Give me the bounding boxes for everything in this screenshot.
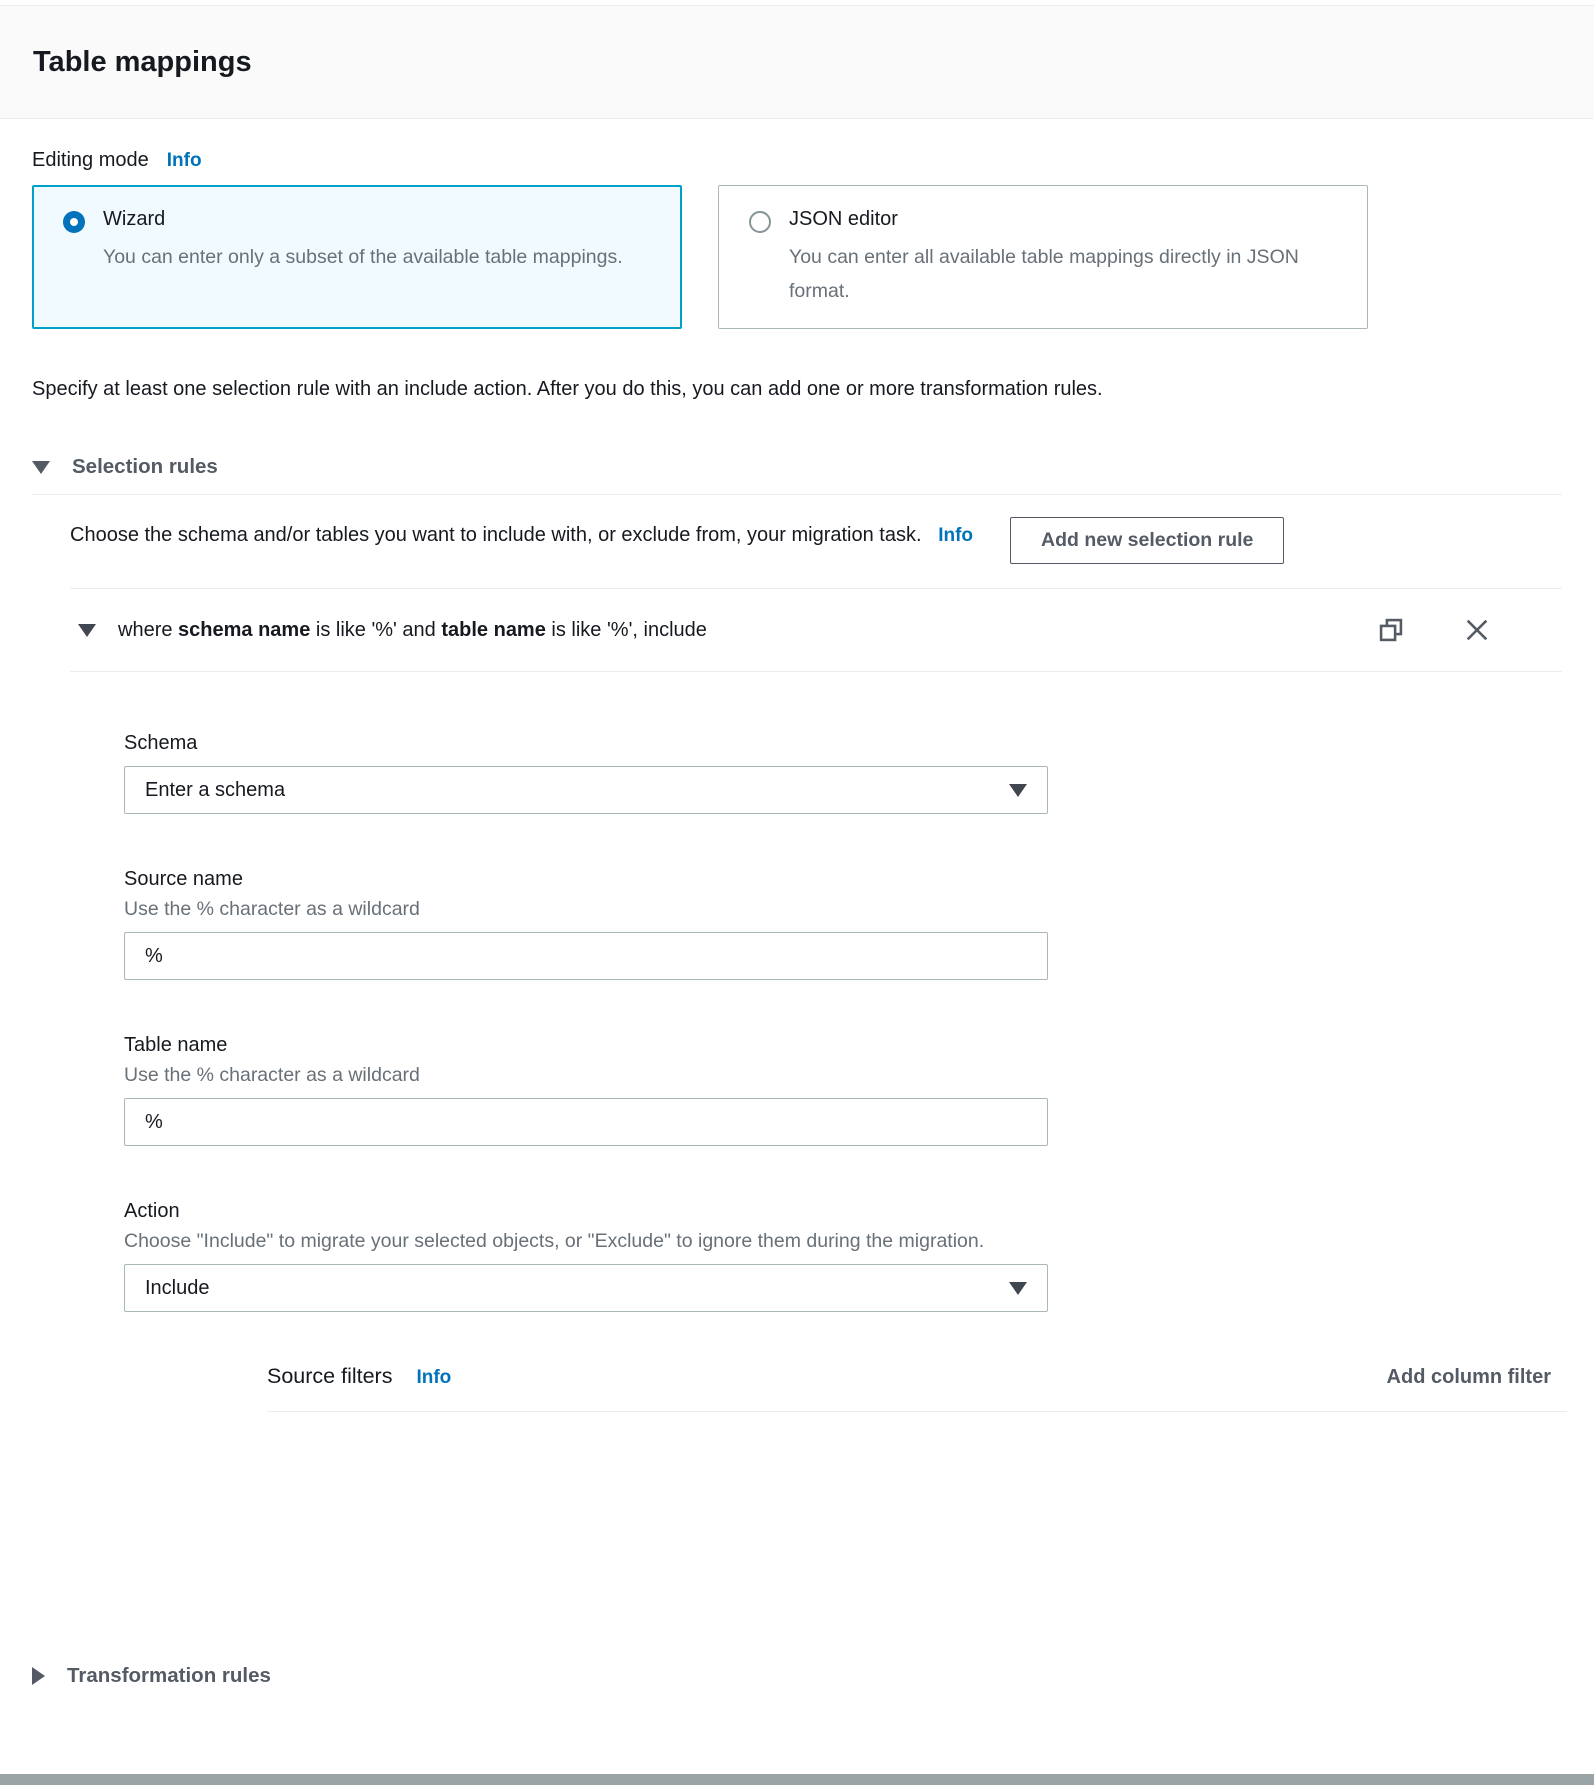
selection-rules-description — [70, 517, 978, 553]
rule-summary-text: is like '%' and — [310, 618, 442, 641]
rule-summary-text: is like '%', include — [545, 618, 707, 641]
caret-down-icon — [32, 461, 50, 474]
rule-summary-schema-name: schema name — [178, 618, 311, 641]
page-title: Table mappings — [33, 45, 252, 78]
rule-actions — [1376, 615, 1562, 645]
radio-selected-icon[interactable] — [63, 211, 85, 233]
table-name-label: Table name — [124, 1034, 228, 1057]
selection-rules-title: Selection rules — [72, 455, 218, 479]
divider — [32, 494, 1562, 495]
table-name-hint: Use the % character as a wildcard — [124, 1064, 420, 1087]
selection-rules-description-row — [70, 517, 1562, 564]
remove-rule-button[interactable] — [1462, 615, 1492, 645]
table-mappings-panel — [0, 149, 1594, 1688]
intro-text: Specify at least one selection rule with an include action. After you do this, you can add one or more transformation rules. — [32, 378, 1103, 401]
action-hint: Choose "Include" to migrate your selected objects, or "Exclude" to ignore them during the migration. — [124, 1230, 985, 1253]
selection-rules-description-text: Choose the schema and/or tables you want to include with, or exclude from, your migration task. — [70, 524, 922, 547]
panel-header — [0, 5, 1594, 119]
json-editor-card-description: You can enter all available table mappings directly in JSON format. — [789, 246, 1299, 303]
action-select[interactable] — [124, 1264, 1048, 1312]
transformation-rules-title: Transformation rules — [67, 1664, 271, 1688]
schema-select-value: Enter a schema — [145, 778, 286, 801]
editing-mode-info-link[interactable]: Info — [166, 150, 202, 171]
action-select-value: Include — [145, 1276, 210, 1299]
caret-right-icon — [32, 1667, 45, 1685]
divider — [70, 671, 1562, 672]
wizard-card-description: You can enter only a subset of the available table mappings. — [103, 246, 623, 268]
add-column-filter-button[interactable]: Add column filter — [1386, 1366, 1551, 1389]
action-field-group — [124, 1200, 1134, 1312]
radio-unselected-icon[interactable] — [749, 211, 771, 233]
transformation-rules-header[interactable] — [32, 1664, 1562, 1688]
source-name-hint: Use the % character as a wildcard — [124, 898, 420, 921]
add-new-selection-rule-button[interactable]: Add new selection rule — [1010, 517, 1284, 564]
json-editor-mode-card[interactable] — [718, 185, 1368, 329]
selection-rule-container — [70, 588, 1562, 1412]
table-name-input[interactable] — [124, 1098, 1048, 1146]
wizard-card-title: Wizard — [103, 208, 166, 230]
selection-rule-summary — [118, 619, 707, 642]
copy-rule-button[interactable] — [1376, 615, 1406, 645]
source-filters-header — [267, 1364, 1567, 1389]
divider — [267, 1411, 1567, 1412]
source-name-field-group — [124, 868, 1134, 980]
action-label: Action — [124, 1200, 180, 1223]
source-filters-title: Source filters — [267, 1364, 393, 1389]
wizard-mode-card[interactable] — [32, 185, 682, 329]
selection-rules-info-link[interactable]: Info — [938, 525, 974, 547]
source-filters-section — [267, 1364, 1567, 1412]
source-name-input[interactable] — [124, 932, 1048, 980]
close-icon — [1463, 616, 1491, 644]
json-editor-card-title: JSON editor — [789, 208, 898, 230]
rule-summary-table-name: table name — [441, 618, 546, 641]
caret-down-icon — [1009, 1282, 1027, 1295]
caret-down-icon[interactable] — [78, 624, 96, 637]
editing-mode-label: Editing mode — [32, 149, 149, 171]
editing-mode-row — [32, 149, 1562, 172]
source-name-label: Source name — [124, 868, 243, 891]
schema-field-group — [124, 732, 1134, 814]
caret-down-icon — [1009, 784, 1027, 797]
schema-select[interactable] — [124, 766, 1048, 814]
source-filters-info-link[interactable]: Info — [416, 1367, 452, 1389]
copy-icon — [1377, 616, 1405, 644]
editing-mode-cards — [32, 185, 1562, 329]
rule-summary-text: where — [118, 618, 179, 641]
selection-rule-summary-row — [70, 589, 1562, 671]
table-name-field-group — [124, 1034, 1134, 1146]
selection-rule-form — [124, 732, 1134, 1312]
schema-label: Schema — [124, 732, 198, 755]
selection-rules-header[interactable] — [32, 455, 1562, 479]
